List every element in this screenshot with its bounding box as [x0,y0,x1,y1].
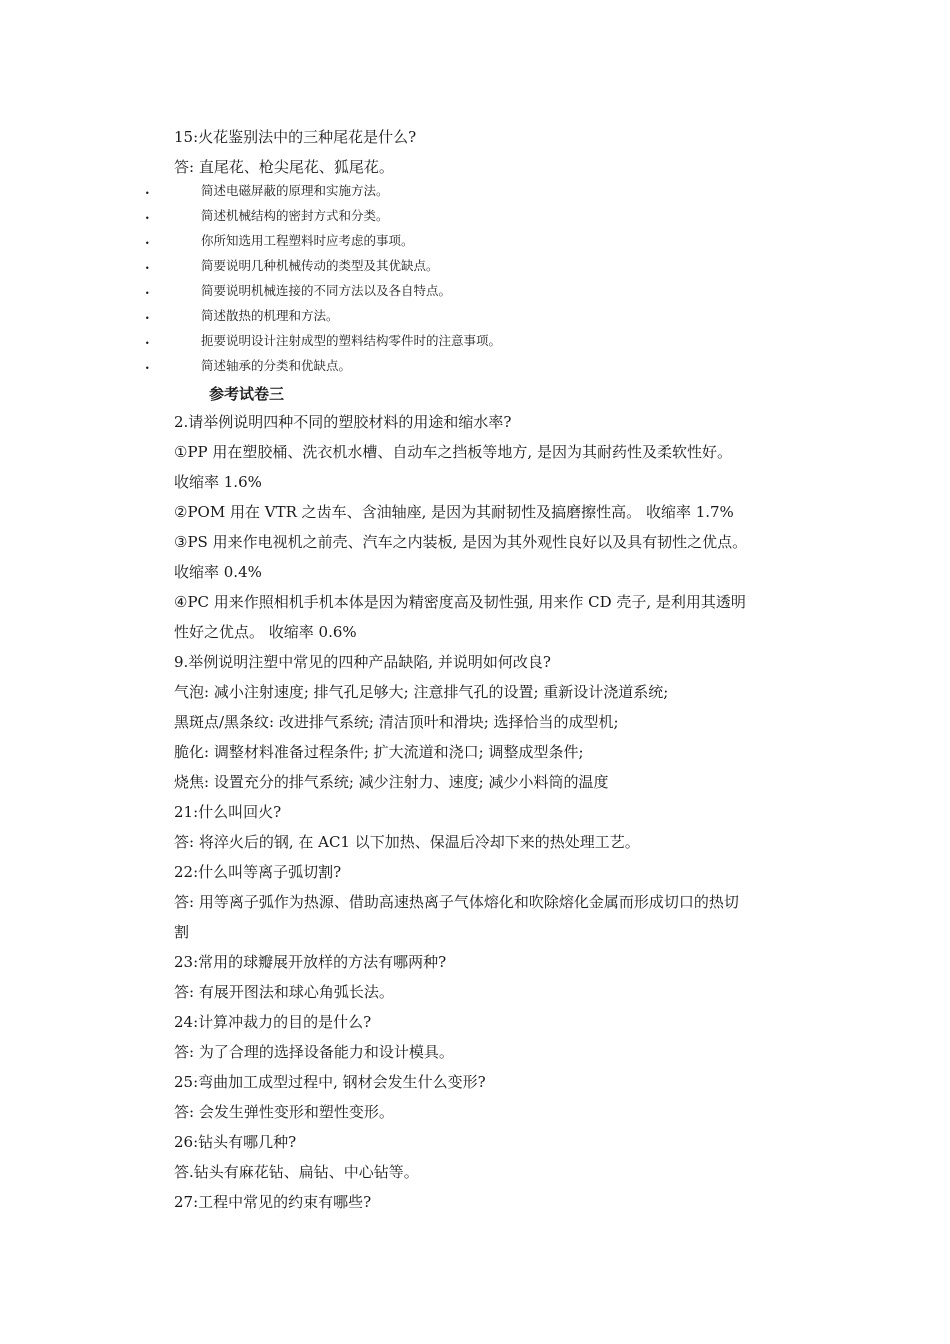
list-item [0,328,700,353]
bullet-marker: . [145,208,150,223]
answer-ps: ③PS 用来作电视机之前壳、汽车之内装板, 是因为其外观性良好以及具有韧性之优点。 [174,533,748,551]
main-content [174,407,824,1217]
question-2: 2.请举例说明四种不同的塑胶材料的用途和缩水率? [174,413,512,431]
answer-ps-shrink: 收缩率 0.4% [174,563,262,581]
defect-brittle: 脆化: 调整材料准备过程条件; 扩大流道和浇口; 调整成型条件; [174,743,584,761]
list-item-text: 简要说明几种机械传动的类型及其优缺点。 [201,258,439,273]
defect-bubble: 气泡: 减小注射速度; 排气孔足够大; 注意排气孔的设置; 重新设计浇道系统; [174,683,669,701]
answer-pp: ①PP 用在塑胶桶、洗衣机水槽、自动车之挡板等地方, 是因为其耐药性及柔软性好。 [174,443,732,461]
list-item-text: 你所知选用工程塑料时应考虑的事项。 [201,233,414,248]
answer-22: 答: 用等离子弧作为热源、借助高速热离子气体熔化和吹除熔化金属而形成切口的热切 [174,893,739,911]
bullet-marker: . [145,333,150,348]
answer-26: 答.钻头有麻花钻、扁钻、中心钻等。 [174,1163,419,1181]
bullet-marker: . [145,283,150,298]
question-23: 23:常用的球瓣展开放样的方法有哪两种? [174,953,447,971]
bullet-marker: . [145,233,150,248]
answer-pom: ②POM 用在 VTR 之齿车、含油轴座, 是因为其耐韧性及搞磨擦性高。 收缩率 1.7% [174,503,734,521]
bullet-marker: . [145,258,150,273]
list-item-text: 简述散热的机理和方法。 [201,308,339,323]
defect-burn: 烧焦: 设置充分的排气系统; 减少注射力、速度; 减少小料筒的温度 [174,773,609,791]
answer-pc-cont: 性好之优点。 收缩率 0.6% [174,623,357,641]
bullet-marker: . [145,308,150,323]
bullet-list [0,178,700,378]
answer-22-cont: 割 [174,923,190,941]
answer-15: 答: 直尾花、枪尖尾花、狐尾花。 [174,158,394,176]
question-26: 26:钻头有哪几种? [174,1133,297,1151]
list-item [0,353,700,378]
bullet-marker: . [145,183,150,198]
answer-25: 答: 会发生弹性变形和塑性变形。 [174,1103,394,1121]
answer-24: 答: 为了合理的选择设备能力和设计模具。 [174,1043,454,1061]
question-22: 22:什么叫等离子弧切割? [174,863,342,881]
question-21: 21:什么叫回火? [174,803,282,821]
question-15: 15:火花鉴别法中的三种尾花是什么? [174,128,417,146]
answer-23: 答: 有展开图法和球心角弧长法。 [174,983,394,1001]
question-block-15 [174,122,834,182]
section-title: 参考试卷三 [209,385,285,403]
answer-pc: ④PC 用来作照相机手机本体是因为精密度高及韧性强, 用来作 CD 壳子, 是利用其透明 [174,593,746,611]
list-item-text: 简述机械结构的密封方式和分类。 [201,208,389,223]
question-27: 27:工程中常见的约束有哪些? [174,1193,372,1211]
list-item [0,253,700,278]
list-item [0,228,700,253]
answer-21: 答: 将淬火后的钢, 在 AC1 以下加热、保温后冷却下来的热处理工艺。 [174,833,640,851]
list-item-text: 简述轴承的分类和优缺点。 [201,358,352,373]
list-item [0,203,700,228]
list-item [0,278,700,303]
question-9: 9.举例说明注塑中常见的四种产品缺陷, 并说明如何改良? [174,653,551,671]
question-25: 25:弯曲加工成型过程中, 钢材会发生什么变形? [174,1073,486,1091]
defect-spots: 黑斑点/黑条纹: 改进排气系统; 清洁顶叶和滑块; 选择恰当的成型机; [174,713,619,731]
list-item-text: 简述电磁屏蔽的原理和实施方法。 [201,183,389,198]
list-item [0,178,700,203]
question-24: 24:计算冲裁力的目的是什么? [174,1013,372,1031]
bullet-marker: . [145,358,150,373]
list-item-text: 扼要说明设计注射成型的塑料结构零件时的注意事项。 [201,333,502,348]
list-item-text: 简要说明机械连接的不同方法以及各自特点。 [201,283,452,298]
answer-pp-shrink: 收缩率 1.6% [174,473,262,491]
list-item [0,303,700,328]
